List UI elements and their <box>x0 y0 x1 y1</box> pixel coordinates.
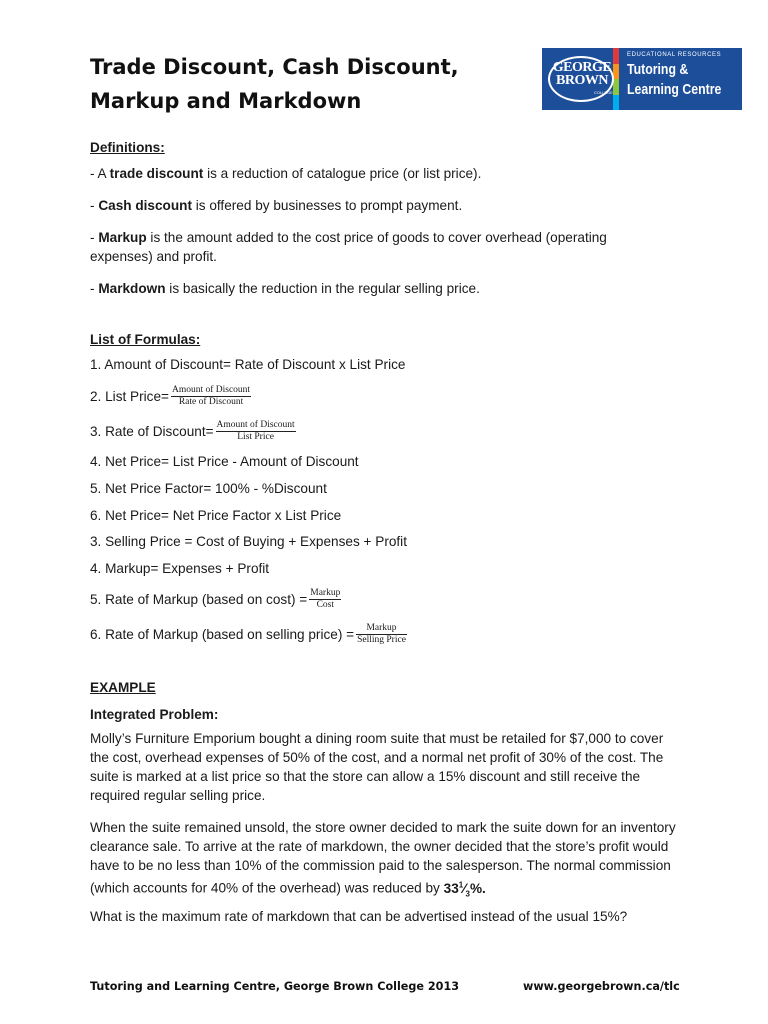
logo-line-2: Learning Centre <box>626 81 722 98</box>
formula-10: 6. Rate of Markup (based on selling price) = $\frac{\text{Markup}}{\text{Selling Price}}$ <box>90 623 406 645</box>
logo-text <box>619 48 742 110</box>
example-heading: EXAMPLE <box>90 680 156 695</box>
formula-9: 5. Rate of Markup (based on cost) = $\frac{\text{Markup}}{\text{Cost}}$ <box>90 588 341 610</box>
mixed-number: $33^1⁄_3\%$. <box>443 880 486 899</box>
example-paragraph-1: Molly’s Furniture Emporium bought a dining room suite that must be retailed for $7,000 to cover the cost, overhead expenses of 50% of the cost, and a normal net profit of 30% of the cost. The suite is marked at a list price so that the store can allow a 15% discount and still receive the required regular selling price. <box>90 731 664 803</box>
title-line-2: Markup and Markdown <box>90 89 362 113</box>
example-subheading: Integrated Problem: <box>90 707 219 722</box>
definition-trade-discount: - A trade discount is a reduction of catalogue price (or list price). <box>90 166 482 181</box>
fraction: $\frac{\text{Amount of Discount}}{\text{Rate of Discount}}$ <box>171 385 251 407</box>
definitions-heading: Definitions: <box>90 140 165 155</box>
formula-4: 4. Net Price= List Price - Amount of Discount <box>90 454 359 469</box>
logo-emblem <box>542 48 613 110</box>
formula-2: 2. List Price= $\frac{\text{Amount of Discount}}{\text{Rate of Discount}}$ <box>90 385 251 407</box>
formulas-heading: List of Formulas: <box>90 332 201 347</box>
logo-brand-sub: COLLEGE <box>594 90 613 95</box>
college-logo <box>542 48 742 110</box>
definition-markup: - Markup is the amount added to the cost price of goods to cover overhead (operating expenses) and profit. <box>90 230 607 264</box>
formula-5: 5. Net Price Factor= 100% - %Discount <box>90 481 327 496</box>
example-question: What is the maximum rate of markdown that can be advertised instead of the usual 15%? <box>90 909 628 924</box>
footer-left: Tutoring and Learning Centre, George Brown College 2013 <box>90 980 460 993</box>
definition-markdown: - Markdown is basically the reduction in the regular selling price. <box>90 281 480 296</box>
formula-8: 4. Markup= Expenses + Profit <box>90 561 270 576</box>
logo-brand: GEORGE BROWN <box>552 60 612 88</box>
title-line-1: Trade Discount, Cash Discount, <box>90 55 459 79</box>
definition-cash-discount: - Cash discount is offered by businesses to prompt payment. <box>90 198 463 213</box>
formula-7: 3. Selling Price = Cost of Buying + Expenses + Profit <box>90 534 407 549</box>
example-paragraph-2: When the suite remained unsold, the store owner decided to mark the suite down for an inventory clearance sale. To arrive at the rate of markdown, the owner decided that the store’s profit would have to be no less than 10% of the commission paid to the salesperson. The normal commission (which accounts for 40% of the overhead) was reduced by $33^1⁄_3\%$. <box>90 820 676 899</box>
fraction: $\frac{\text{Amount of Discount}}{\text{List Price}}$ <box>216 420 295 442</box>
logo-line-1: Tutoring & <box>626 61 689 78</box>
page-title <box>90 50 459 118</box>
fraction: $\frac{\text{Markup}}{\text{Selling Price}}$ <box>357 623 406 645</box>
formula-6: 6. Net Price= Net Price Factor x List Price <box>90 508 342 523</box>
logo-edu-label: EDUCATIONAL RESOURCES <box>626 52 722 58</box>
formula-3: 3. Rate of Discount= $\frac{\text{Amount of Discount}}{\text{List Price}}$ <box>90 420 295 442</box>
footer-url[interactable]: www.georgebrown.ca/tlc <box>523 980 680 993</box>
fraction: $\frac{\text{Markup}}{\text{Cost}}$ <box>310 588 341 610</box>
formula-1: 1. Amount of Discount= Rate of Discount x List Price <box>90 357 406 372</box>
